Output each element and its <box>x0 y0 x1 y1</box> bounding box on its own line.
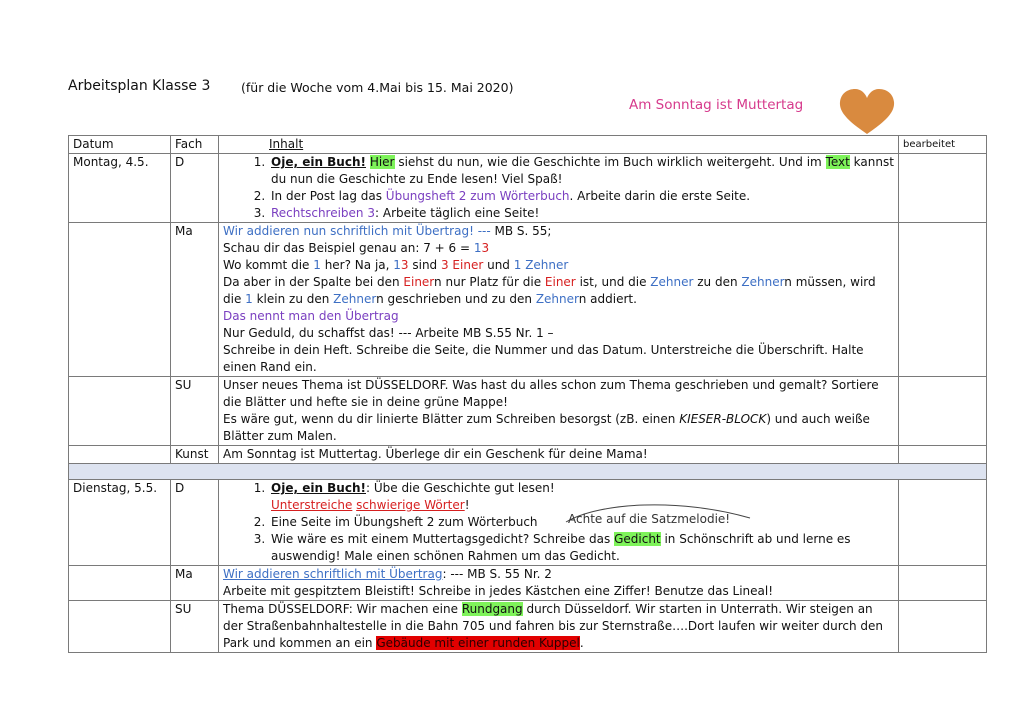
day-separator-row <box>69 464 987 480</box>
text-line <box>223 240 894 257</box>
page-title: Arbeitsplan Klasse 3 <box>68 78 211 94</box>
text-line: Unser neues Thema ist DÜSSELDORF. Was hast du alles schon zum Thema geschrieben und gemalt? Sortiere die Blätter und hefte sie in deine grüne Mappe! <box>223 378 879 409</box>
text-span: schwierige Wörter <box>356 498 465 512</box>
text-span: Schau dir das Beispiel genau an: 7 + 6 = <box>223 241 474 255</box>
content-cell: Am Sonntag ist Muttertag. Überlege dir ein Geschenk für deine Mama! <box>219 446 899 464</box>
text-span: ) und auch weiße Blätter zum Malen. <box>223 412 870 443</box>
mothers-day-note: Am Sonntag ist Muttertag <box>629 97 804 113</box>
text-span: n addiert. <box>578 292 637 306</box>
table-row <box>69 566 987 601</box>
subject-cell: D <box>171 154 219 223</box>
text-span: n müssen, wird die <box>223 275 876 306</box>
text-span: zu den <box>693 275 742 289</box>
text-span: her? Na ja, <box>320 258 394 272</box>
text-span: In der Post lag das <box>271 189 386 203</box>
subject-cell: D <box>171 480 219 566</box>
date-cell <box>69 446 171 464</box>
text-span: n geschrieben und zu den <box>376 292 536 306</box>
text-line <box>223 274 894 308</box>
text-span: 3 <box>400 258 409 272</box>
table-row <box>69 446 987 464</box>
done-cell <box>899 223 987 377</box>
text-span: Wie wäre es mit einem Muttertagsgedicht? Schreibe das <box>271 532 615 546</box>
list-item <box>269 205 894 222</box>
text-span: Gedicht <box>614 532 661 546</box>
text-span: in Schönschrift ab und lerne es auswendig! Male einen schönen Rahmen um das Gedicht. <box>271 532 851 563</box>
text-span: sind <box>408 258 441 272</box>
content-cell <box>219 601 899 653</box>
text-span: Oje, ein Buch! <box>271 481 366 495</box>
list-item <box>269 531 894 565</box>
text-span: klein zu den <box>252 292 334 306</box>
table-row <box>69 601 987 653</box>
text-span: Hier <box>369 155 395 169</box>
subject-cell: SU <box>171 601 219 653</box>
content-cell <box>219 377 899 446</box>
text-span: KIESER-BLOCK <box>679 412 767 426</box>
text-span: Zehner <box>650 275 694 289</box>
date-cell <box>69 377 171 446</box>
text-span: Da aber in der Spalte bei den <box>223 275 404 289</box>
text-span: durch Düsseldorf. Wir starten in Unterrath. Wir steigen an der Straßenbahnhaltestelle in die Bahn 705 und fahren bis zur Sternstraße….Dort laufen wir weiter durch den Park und kommen an ein <box>223 602 884 650</box>
work-plan-table <box>68 135 987 653</box>
text-span: Gebäude mit einer runden Kuppel <box>376 636 580 650</box>
text-span: Wo kommt die <box>223 258 314 272</box>
date-cell <box>69 566 171 601</box>
header-content <box>219 136 899 154</box>
list-item: 2. Eine Seite im Übungsheft 2 zum Wörterbuch <box>269 514 894 531</box>
text-span: MB S. 55; <box>490 224 552 238</box>
text-span: Zehner <box>535 292 579 306</box>
header-content-label: Inhalt <box>269 137 304 151</box>
text-span: siehst du nun, wie die Geschichte im Buch wirklich weitergeht. Und im <box>394 155 826 169</box>
text-line <box>223 566 894 583</box>
text-span: Einer <box>403 275 435 289</box>
text-span: ist, und die <box>575 275 651 289</box>
text-span: . Arbeite darin die erste Seite. <box>569 189 751 203</box>
header-subject: Fach <box>171 136 219 154</box>
done-cell <box>899 601 987 653</box>
header-done: bearbeitet <box>899 136 987 154</box>
subject-cell: Ma <box>171 566 219 601</box>
done-cell <box>899 377 987 446</box>
text-span: Text <box>825 155 850 169</box>
text-span: 1 <box>393 258 401 272</box>
table-row <box>69 154 987 223</box>
table-row <box>69 480 987 566</box>
page-subtitle: (für die Woche vom 4.Mai bis 15. Mai 2020) <box>241 80 514 95</box>
text-span: 3 Einer <box>440 258 484 272</box>
content-cell <box>219 154 899 223</box>
text-span: Rundgang <box>461 602 523 616</box>
text-line: Das nennt man den Übertrag <box>223 309 399 323</box>
table-header-row <box>69 136 987 154</box>
text-span: . <box>579 636 584 650</box>
text-span: Es wäre gut, wenn du dir linierte Blätter zum Schreiben besorgst (zB. einen <box>223 412 680 426</box>
subject-cell: Kunst <box>171 446 219 464</box>
header-date: Datum <box>69 136 171 154</box>
text-span: Rechtschreiben 3 <box>271 206 375 220</box>
text-span: Zehner <box>741 275 785 289</box>
text-span: Übungsheft 2 zum Wörterbuch <box>385 189 570 203</box>
text-line <box>223 411 894 445</box>
text-span: Zehner <box>333 292 377 306</box>
content-cell <box>219 223 899 377</box>
text-span: 1 Zehner <box>513 258 569 272</box>
text-line <box>223 223 894 240</box>
subject-cell: Ma <box>171 223 219 377</box>
date-cell: Dienstag, 5.5. <box>69 480 171 566</box>
text-span: : Arbeite täglich eine Seite! <box>375 206 540 220</box>
text-span: Oje, ein Buch! <box>271 155 366 169</box>
list-item <box>269 188 894 205</box>
content-cell <box>219 566 899 601</box>
date-cell: Montag, 4.5. <box>69 154 171 223</box>
subject-cell: SU <box>171 377 219 446</box>
text-span: Wir addieren nun schriftlich mit Übertrag! --- <box>223 224 491 238</box>
table-row <box>69 223 987 377</box>
text-line: Schreibe in dein Heft. Schreibe die Seite, die Nummer und das Datum. Unterstreiche die Überschrift. Halte einen Rand ein. <box>223 343 864 374</box>
text-line: Nur Geduld, du schaffst das! --- Arbeite MB S.55 Nr. 1 – <box>223 326 554 340</box>
done-cell <box>899 446 987 464</box>
text-span: kannst du nun die Geschichte zu Ende lesen! Viel Spaß! <box>271 155 894 186</box>
text-span: und <box>483 258 514 272</box>
text-line <box>223 257 894 274</box>
heart-icon <box>838 88 896 136</box>
text-span: 3 <box>481 241 490 255</box>
list-item <box>269 154 894 188</box>
text-span: Einer <box>544 275 576 289</box>
text-span: Unterstreiche <box>271 498 353 512</box>
text-span: 1 <box>245 292 253 306</box>
text-span: ! <box>464 498 470 512</box>
sentence-melody-note: Achte auf die Satzmelodie! <box>568 512 731 526</box>
text-span: Thema DÜSSELDORF: Wir machen eine <box>223 602 462 616</box>
done-cell <box>899 480 987 566</box>
text-line: Arbeite mit gespitztem Bleistift! Schreibe in jedes Kästchen eine Ziffer! Benutze das Lineal! <box>223 584 774 598</box>
text-span: : Übe die Geschichte gut lesen! <box>365 481 555 495</box>
content-cell <box>219 480 899 566</box>
text-span: : --- MB S. 55 Nr. 2 <box>442 567 552 581</box>
table-row <box>69 377 987 446</box>
done-cell <box>899 566 987 601</box>
text-span: n nur Platz für die <box>434 275 545 289</box>
text-span: 1 <box>473 241 482 255</box>
done-cell <box>899 154 987 223</box>
date-cell <box>69 601 171 653</box>
text-span: 1 <box>313 258 321 272</box>
date-cell <box>69 223 171 377</box>
separator-cell <box>69 464 987 480</box>
text-span: Wir addieren schriftlich mit Übertrag <box>223 567 443 581</box>
